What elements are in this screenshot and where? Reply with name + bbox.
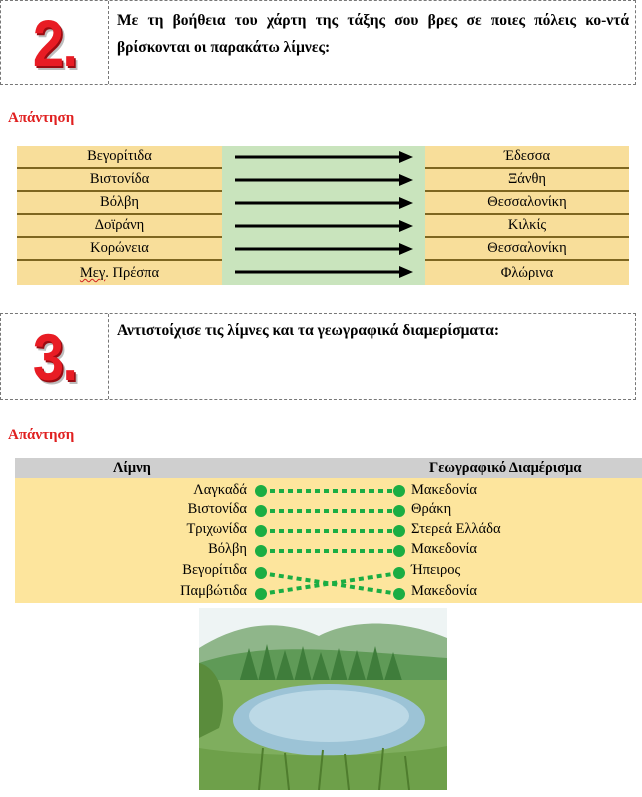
connector-dot <box>255 567 267 579</box>
answer-3-label: Απάντηση <box>8 427 75 443</box>
region-name: Μακεδονία <box>411 541 478 557</box>
lake-illustration <box>199 608 447 790</box>
question-3-text: Αντιστοίχισε τις λίμνες και τα γεωγραφικά διαμερίσματα: <box>117 322 500 339</box>
connector-dot <box>255 485 267 497</box>
city-name: Θεσσαλονίκη <box>487 194 567 210</box>
question-3-number: 3. <box>1 314 109 399</box>
lake-name: Βόλβη <box>208 541 247 557</box>
lake-name: Δοϊράνη <box>94 217 145 233</box>
header-lake: Λίμνη <box>113 460 151 476</box>
connector-dot <box>255 505 267 517</box>
lake-name: Λαγκαδά <box>193 482 247 498</box>
lake-name: Βόλβη <box>100 194 139 210</box>
lake-name: Βιστονίδα <box>187 501 247 517</box>
lake-name: Τριχωνίδα <box>186 521 247 537</box>
lake-name: Βεγορίτιδα <box>87 148 152 164</box>
city-name: Κιλκίς <box>507 217 547 233</box>
region-name: Θράκη <box>411 501 452 517</box>
connector-dot <box>393 545 405 557</box>
connector-dot <box>393 505 405 517</box>
connector-dot <box>393 567 405 579</box>
connector-dot <box>393 485 405 497</box>
city-name: Φλώρινα <box>500 265 554 281</box>
connector-dot <box>393 588 405 600</box>
lake-name: Μεγ. Πρέσπα <box>79 265 160 281</box>
city-name: Θεσσαλονίκη <box>487 240 567 256</box>
connector-dot <box>255 588 267 600</box>
city-name: Έδεσσα <box>503 148 551 164</box>
region-name: Μακεδονία <box>411 583 478 599</box>
lake-name: Βιστονίδα <box>89 171 150 187</box>
connector-dot <box>255 545 267 557</box>
header-region: Γεωγραφικό Διαμέρισμα <box>429 460 582 476</box>
city-name: Ξάνθη <box>507 171 546 187</box>
question-2-number: 2. <box>1 1 109 84</box>
region-name: Ήπειρος <box>411 562 461 578</box>
question-2-text: Με τη βοήθεια του χάρτη της τάξης σου βρες σε ποιες πόλεις κο-ντά βρίσκονται οι παρακάτω λίμνες: <box>117 12 629 56</box>
connector-dot <box>393 525 405 537</box>
answer-2-label: Απάντηση <box>8 110 75 126</box>
lake-name: Κορώνεια <box>90 240 149 256</box>
lake-name: Βεγορίτιδα <box>182 562 247 578</box>
lake-name: Παμβώτιδα <box>180 583 247 599</box>
region-name: Μακεδονία <box>411 482 478 498</box>
region-name: Στερεά Ελλάδα <box>411 521 501 537</box>
connector-dot <box>255 525 267 537</box>
